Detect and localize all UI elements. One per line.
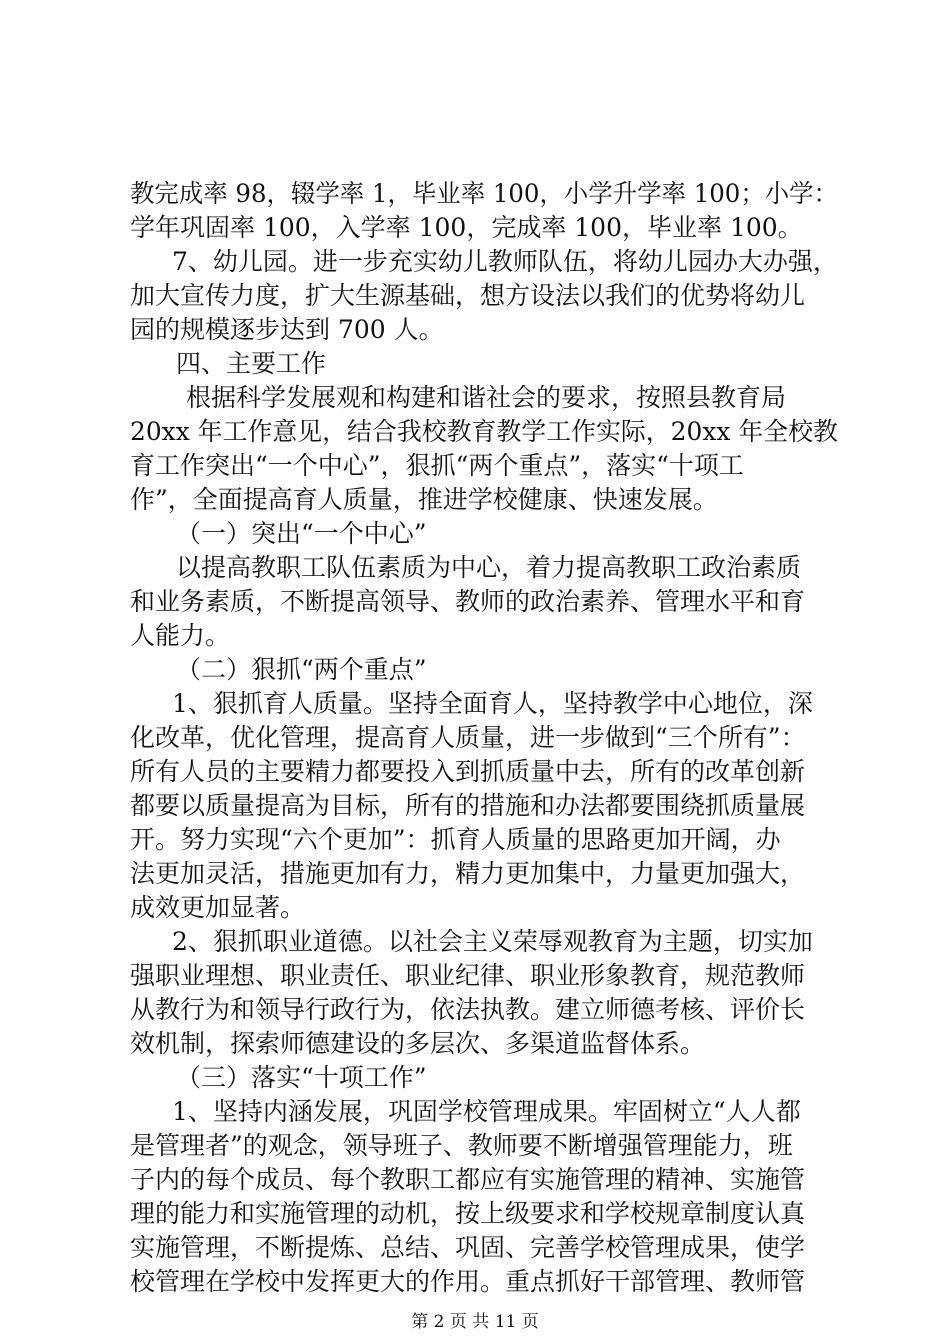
text-line: 成效更加显著。 bbox=[130, 893, 306, 922]
text-line: 化改革，优化管理，提高育人质量，进一步做到“三个所有”： bbox=[130, 723, 806, 752]
text-line: 开。努力实现“六个更加”：抓育人质量的思路更加开阔，办 bbox=[130, 825, 781, 854]
text-line: 根据科学发展观和构建和谐社会的要求，按照县教育局 bbox=[186, 383, 787, 412]
text-line: 1、狠抓育人质量。坚持全面育人，坚持教学中心地位，深 bbox=[172, 689, 813, 718]
text-line: 和业务素质，不断提高领导、教师的政治素养、管理水平和育 bbox=[130, 587, 806, 616]
text-line: 子内的每个成员、每个教职工都应有实施管理的精神、实施管 bbox=[130, 1165, 806, 1194]
text-line: 加大宣传力度，扩大生源基础，想方设法以我们的优势将幼儿 bbox=[130, 281, 806, 310]
text-line: 实施管理，不断提炼、总结、巩固、完善学校管理成果，使学 bbox=[130, 1233, 806, 1262]
text-line: 人能力。 bbox=[130, 621, 231, 650]
text-line: 教完成率 98，辍学率 1，毕业率 100，小学升学率 100；小学： bbox=[130, 179, 838, 208]
text-line: 是管理者”的观念，领导班子、教师要不断增强管理能力，班 bbox=[130, 1131, 793, 1160]
text-line: 理的能力和实施管理的动机，按上级要求和学校规章制度认真 bbox=[130, 1199, 806, 1228]
text-line: 育工作突出“一个中心”，狠抓“两个重点”，落实“十项工 bbox=[130, 451, 744, 480]
text-line: 20xx 年工作意见，结合我校教育教学工作实际，20xx 年全校教 bbox=[130, 417, 838, 446]
section-heading: （一）突出“一个中心” bbox=[176, 519, 427, 548]
text-line: 7、幼儿园。进一步充实幼儿教师队伍，将幼儿园办大办强， bbox=[172, 247, 838, 276]
section-heading: 四、主要工作 bbox=[176, 349, 327, 378]
text-line: 学年巩固率 100，入学率 100，完成率 100，毕业率 100。 bbox=[130, 213, 803, 242]
section-heading: （二）狠抓“两个重点” bbox=[176, 655, 427, 684]
text-line: 以提高教职工队伍素质为中心，着力提高教职工政治素质 bbox=[176, 553, 802, 582]
section-heading: （三）落实“十项工作” bbox=[176, 1063, 427, 1092]
text-line: 都要以质量提高为目标，所有的措施和办法都要围绕抓质量展 bbox=[130, 791, 806, 820]
text-line: 2、狠抓职业道德。以社会主义荣辱观教育为主题，切实加 bbox=[172, 927, 813, 956]
text-line: 从教行为和领导行政行为，依法执教。建立师德考核、评价长 bbox=[130, 995, 806, 1024]
text-line: 效机制，探索师德建设的多层次、多渠道监督体系。 bbox=[130, 1029, 706, 1058]
text-line: 法更加灵活，措施更加有力，精力更加集中，力量更加强大， bbox=[130, 859, 806, 888]
text-line: 校管理在学校中发挥更大的作用。重点抓好干部管理、教师管 bbox=[130, 1267, 806, 1296]
text-line: 1、坚持内涵发展，巩固学校管理成果。牢固树立“人人都 bbox=[172, 1097, 801, 1126]
text-line: 作”，全面提高育人质量，推进学校健康、快速发展。 bbox=[130, 485, 718, 514]
page-number-footer: 第 2 页 共 11 页 bbox=[411, 1312, 539, 1332]
text-line: 园的规模逐步达到 700 人。 bbox=[130, 315, 444, 344]
text-line: 强职业理想、职业责任、职业纪律、职业形象教育，规范教师 bbox=[130, 961, 806, 990]
text-line: 所有人员的主要精力都要投入到抓质量中去，所有的改革创新 bbox=[130, 757, 806, 786]
